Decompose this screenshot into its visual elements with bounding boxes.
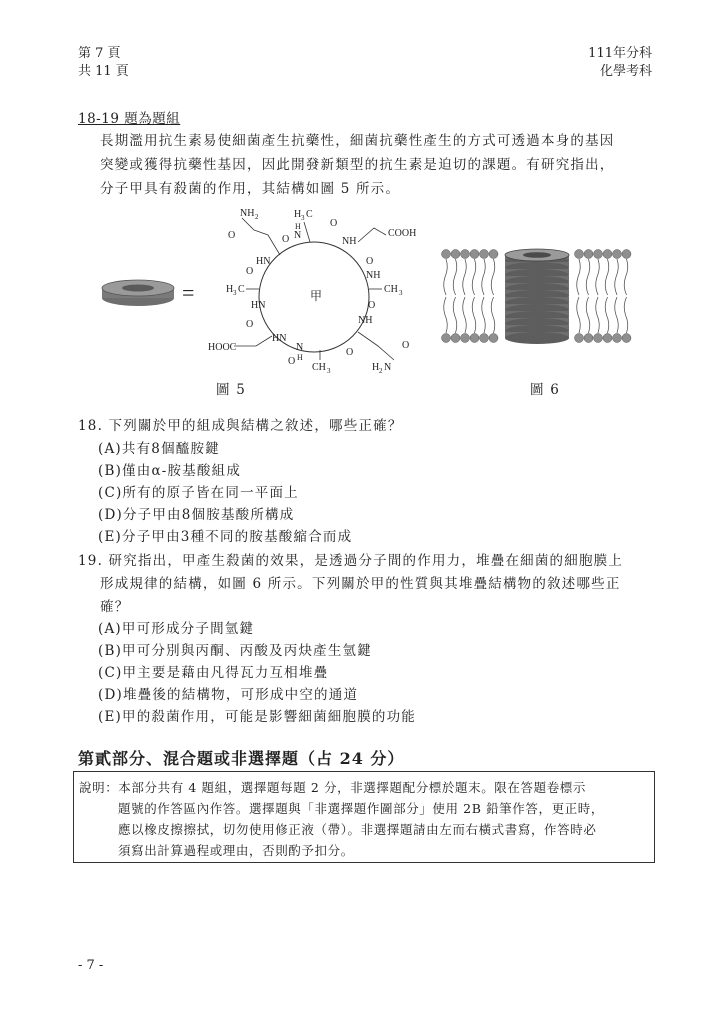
svg-text:3: 3 <box>233 289 237 297</box>
svg-text:CH: CH <box>384 284 398 295</box>
svg-text:NH: NH <box>358 315 373 326</box>
lipid-tail <box>577 259 581 295</box>
svg-text:3: 3 <box>301 214 305 222</box>
q19-option-e: (E)甲的殺菌作用，可能是影響細菌細胞膜的功能 <box>98 709 416 725</box>
lipid-head <box>470 250 479 259</box>
lipid-head <box>442 250 451 259</box>
lipid-tail <box>596 259 600 295</box>
q19-stem-line-2: 形成規律的結構，如圖 6 所示。下列關於甲的性質與其堆疊結構物的敘述哪些正 <box>100 576 621 592</box>
svg-text:O: O <box>228 230 236 241</box>
svg-text:H: H <box>226 284 234 295</box>
svg-text:O: O <box>368 300 376 311</box>
lipid-tail <box>482 259 486 295</box>
svg-text:O: O <box>330 218 338 229</box>
svg-text:NH: NH <box>240 208 255 219</box>
lipid-tail <box>615 259 619 295</box>
lipid-tail <box>491 259 495 295</box>
svg-text:O: O <box>366 256 374 267</box>
svg-text:O: O <box>288 356 296 367</box>
stacked-disk-edge <box>505 332 569 344</box>
lipid-head <box>603 334 612 343</box>
svg-text:HOOC: HOOC <box>208 342 237 353</box>
lipid-head <box>480 334 489 343</box>
svg-text:C: C <box>238 284 245 295</box>
svg-text:HN: HN <box>251 300 266 311</box>
lipid-tail <box>624 297 628 333</box>
svg-text:2: 2 <box>379 367 383 375</box>
svg-text:O: O <box>282 234 290 245</box>
svg-text:N: N <box>294 230 302 241</box>
q18-option-a: (A)共有8個醯胺鍵 <box>98 441 220 457</box>
lipid-tail <box>453 297 457 333</box>
lipid-tail <box>444 259 448 295</box>
lipid-head <box>470 334 479 343</box>
svg-text:NH: NH <box>342 236 357 247</box>
figure-6-caption: 圖 6 <box>530 382 560 398</box>
svg-text:H: H <box>294 209 302 220</box>
svg-text:CH: CH <box>312 362 326 373</box>
subject-name: 化學考科 <box>599 64 652 79</box>
lipid-tail <box>463 259 467 295</box>
q19-stem-line-3: 確？ <box>100 599 130 615</box>
q19-option-b: (B)甲可分別與丙酮、丙酸及丙炔產生氫鍵 <box>98 643 372 659</box>
figure-5-caption: 圖 5 <box>216 382 246 398</box>
channel-hole <box>523 252 551 258</box>
lipid-head <box>594 334 603 343</box>
intro-line-1: 長期濫用抗生素易使細菌產生抗藥性，細菌抗藥性產生的方式可透過本身的基因 <box>100 133 615 149</box>
svg-text:HN: HN <box>272 333 287 344</box>
svg-text:O: O <box>346 347 354 358</box>
svg-text:COOH: COOH <box>388 228 417 239</box>
lipid-tail <box>453 259 457 295</box>
page-number: 第 7 頁 <box>78 46 121 61</box>
lipid-head <box>451 250 460 259</box>
q19-stem-line-1: 19. 研究指出，甲產生殺菌的效果，是透過分子間的作用力，堆疊在細菌的細胞膜上 <box>78 553 624 569</box>
lipid-tail <box>472 297 476 333</box>
lipid-tail <box>472 259 476 295</box>
intro-line-3: 分子甲具有殺菌的作用，其結構如圖 5 所示。 <box>100 181 401 197</box>
instructions-box <box>73 771 655 863</box>
lipid-head <box>461 250 470 259</box>
lipid-head <box>584 334 593 343</box>
lipid-tail <box>605 297 609 333</box>
lipid-tail <box>586 259 590 295</box>
svg-text:H: H <box>372 362 380 373</box>
lipid-head <box>461 334 470 343</box>
lipid-tail <box>605 259 609 295</box>
instructions-line-3: 應以橡皮擦擦拭，切勿使用修正液（帶）。非選擇題請由左而右橫式書寫，作答時必 <box>118 822 597 837</box>
lipid-head <box>603 250 612 259</box>
lipid-tail <box>491 297 495 333</box>
figure-6 <box>440 245 636 347</box>
lipid-head <box>489 250 498 259</box>
q19-option-d: (D)堆疊後的結構物，可形成中空的通道 <box>98 687 359 703</box>
lipid-head <box>622 250 631 259</box>
exam-year: 111年分科 <box>588 46 652 61</box>
lipid-head <box>489 334 498 343</box>
q18-option-c: (C)所有的原子皆在同一平面上 <box>98 485 299 501</box>
instructions-line-4: 須寫出計算過程或理由，否則酌予扣分。 <box>118 843 354 858</box>
lipid-tail <box>463 297 467 333</box>
lipid-tail <box>577 297 581 333</box>
svg-text:N: N <box>384 362 392 373</box>
lipid-head <box>613 250 622 259</box>
lipid-head <box>613 334 622 343</box>
lipid-head <box>442 334 451 343</box>
footer-page-mark: - 7 - <box>78 958 104 973</box>
lipid-head <box>584 250 593 259</box>
svg-text:H: H <box>297 353 303 362</box>
lipid-tail <box>596 297 600 333</box>
svg-text:HN: HN <box>256 256 271 267</box>
svg-text:C: C <box>306 209 313 220</box>
q19-option-c: (C)甲主要是藉由凡得瓦力互相堆疊 <box>98 665 329 681</box>
lipid-head <box>622 334 631 343</box>
svg-text:O: O <box>246 266 254 277</box>
part2-title: 第貳部分、混合題或非選擇題（占 24 分） <box>78 749 405 768</box>
equals-sign: = <box>182 280 195 305</box>
lipid-tail <box>615 297 619 333</box>
instructions-line-2: 題號的作答區內作答。選擇題與「非選擇題作圖部分」使用 2B 鉛筆作答，更正時， <box>118 801 604 816</box>
lipid-tail <box>586 297 590 333</box>
svg-text:N: N <box>296 342 304 353</box>
figure-5 <box>96 200 436 400</box>
disk-symbol <box>102 280 174 306</box>
svg-text:O: O <box>402 340 410 351</box>
cyclic-peptide-structure <box>208 208 416 375</box>
lipid-head <box>575 250 584 259</box>
intro-line-2: 突變或獲得抗藥性基因，因此開發新類型的抗生素是迫切的課題。有研究指出， <box>100 157 615 173</box>
lipid-head <box>594 250 603 259</box>
svg-text:NH: NH <box>366 270 381 281</box>
molecule-label: 甲 <box>310 289 323 303</box>
svg-text:3: 3 <box>399 289 403 297</box>
lipid-head <box>575 334 584 343</box>
lipid-head <box>451 334 460 343</box>
q18-option-d: (D)分子甲由8個胺基酸所構成 <box>98 507 295 523</box>
svg-text:2: 2 <box>255 213 259 221</box>
svg-text:3: 3 <box>327 367 331 375</box>
lipid-tail <box>624 259 628 295</box>
lipid-head <box>480 250 489 259</box>
lipid-tail <box>482 297 486 333</box>
instructions-line-1: 說明：本部分共有 4 題組，選擇題每題 2 分，非選擇題配分標於題末。限在答題卷標示 <box>79 780 587 795</box>
q18-option-e: (E)分子甲由3種不同的胺基酸縮合而成 <box>98 529 353 545</box>
q18-stem: 18. 下列關於甲的組成與結構之敘述，哪些正確？ <box>78 418 403 434</box>
svg-text:O: O <box>246 319 254 330</box>
q18-option-b: (B)僅由α-胺基酸組成 <box>98 463 242 479</box>
lipid-tail <box>444 297 448 333</box>
svg-text:H: H <box>295 222 301 231</box>
group-title: 18-19 題為題組 <box>78 111 181 127</box>
total-pages: 共 11 頁 <box>78 64 129 79</box>
q19-option-a: (A)甲可形成分子間氫鍵 <box>98 621 255 637</box>
